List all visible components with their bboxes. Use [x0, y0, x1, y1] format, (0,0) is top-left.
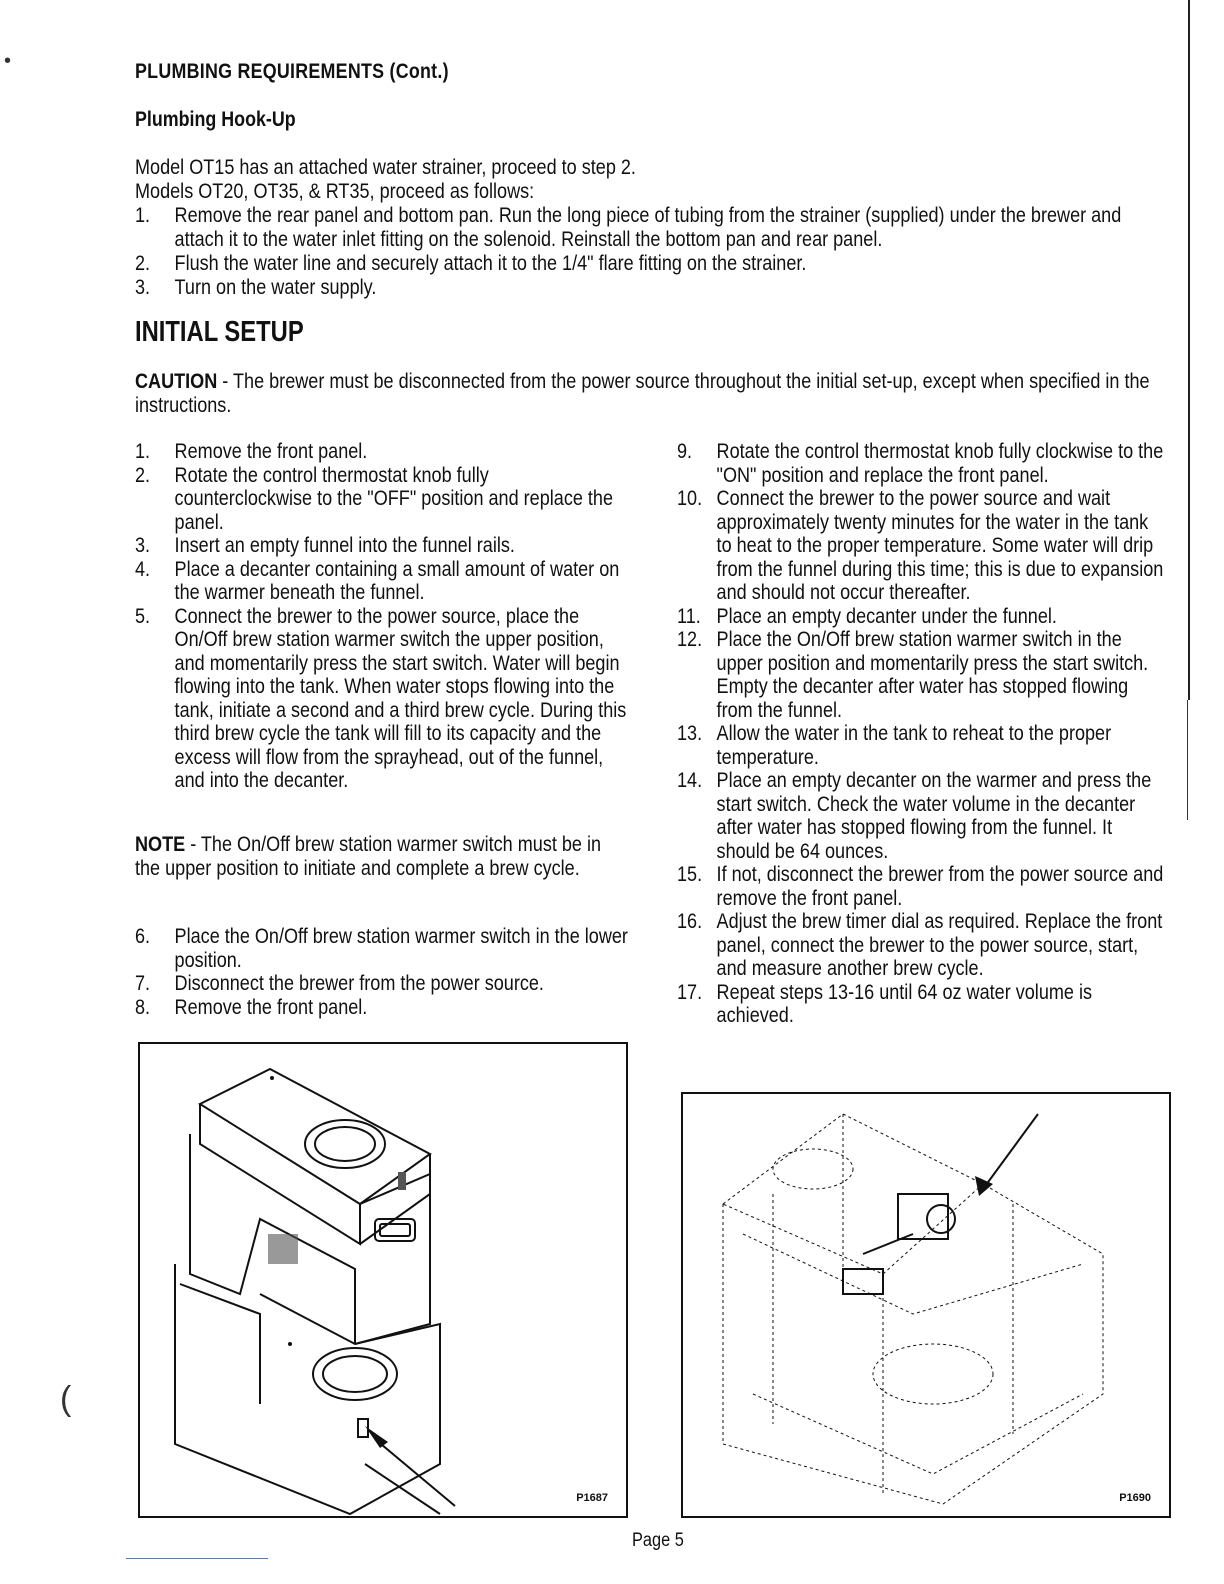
hookup-intro-1: Model OT15 has an attached water strainer, proceed to step 2.	[135, 156, 636, 179]
step-number: 10.	[677, 487, 703, 510]
step-item	[677, 910, 1167, 981]
initial-setup-title: INITIAL SETUP	[135, 316, 304, 348]
step-number: 6.	[135, 925, 151, 948]
step-text: Connect the brewer to the power source, place the On/Off brew station warmer switch the upper position, and momentarily press the start switch. Water will begin flowing into the tank. When water stops flowing into the tank, initiate a second and a third brew cycle. During this third brew cycle the tank will fill to its capacity and the excess will flow from the sprayhead, out of the funnel, and into the decanter.	[174, 604, 627, 792]
step-item	[677, 863, 1167, 910]
section-subtitle: Plumbing Hook-Up	[135, 108, 296, 131]
step-text: Allow the water in the tank to reheat to the proper temperature.	[716, 722, 1112, 769]
figure-brewer-front	[138, 1042, 628, 1518]
step-text: Place an empty decanter on the warmer and press the start switch. Check the water volume in the decanter after water has stopped flowing from the funnel. It should be 64 ounces.	[716, 769, 1152, 863]
step-item	[677, 769, 1167, 863]
step-number: 7.	[135, 972, 151, 995]
step-item	[135, 440, 629, 464]
step-text: Place an empty decanter under the funnel.	[716, 604, 1057, 628]
brewer-internal-illustration	[683, 1094, 1169, 1516]
setup-steps-right	[677, 440, 1167, 1028]
step-item	[135, 464, 629, 535]
step-number: 9.	[677, 440, 693, 463]
step-item	[135, 558, 629, 605]
setup-steps-left	[135, 440, 629, 793]
step-number: 1.	[135, 440, 151, 463]
step-number: 2.	[135, 252, 151, 275]
step-text: Insert an empty funnel into the funnel rails.	[174, 534, 515, 557]
brewer-illustration	[140, 1044, 626, 1516]
step-item	[677, 440, 1167, 487]
figure-label-right: P1690	[1119, 1492, 1151, 1504]
step-number: 1.	[135, 204, 151, 227]
step-item	[135, 534, 629, 558]
scan-mark: •	[4, 50, 12, 72]
caution-label: CAUTION	[135, 370, 218, 393]
hookup-steps	[135, 204, 1158, 300]
setup-steps-left-2	[135, 925, 629, 1019]
page-number: Page 5	[632, 1530, 684, 1551]
step-text: Connect the brewer to the power source and wait approximately twenty minutes for the water in the tank to heat to the proper temperature. Some water will drip from the funnel during this time; this is due to expansion and should not occur thereafter.	[716, 487, 1164, 604]
step-number: 2.	[135, 463, 151, 487]
step-item	[677, 722, 1167, 769]
step-number: 8.	[135, 995, 151, 1019]
footer-underline	[126, 1558, 268, 1559]
step-item	[677, 981, 1167, 1028]
step-item	[135, 252, 1158, 276]
step-text: Place the On/Off brew station warmer switch in the lower position.	[174, 925, 628, 972]
note-label: NOTE	[135, 833, 186, 856]
step-text: Turn on the water supply.	[174, 276, 377, 299]
note-text: - The On/Off brew station warmer switch must be in the upper position to initiate and complete a brew cycle.	[135, 833, 602, 880]
page-edge-line	[1188, 0, 1190, 700]
step-item	[677, 487, 1167, 605]
section-title: PLUMBING REQUIREMENTS (Cont.)	[135, 60, 449, 83]
step-text: If not, disconnect the brewer from the power source and remove the front panel.	[716, 863, 1164, 910]
caution-paragraph	[135, 370, 1158, 418]
step-number: 13.	[677, 722, 703, 745]
step-text: Rotate the control thermostat knob fully clockwise to the "ON" position and replace the front panel.	[716, 440, 1164, 487]
step-number: 4.	[135, 557, 151, 581]
step-number: 5.	[135, 604, 151, 628]
step-number: 14.	[677, 769, 703, 792]
caution-text: - The brewer must be disconnected from the power source throughout the initial set-up, except when specified in the instructions.	[135, 370, 1150, 417]
step-item	[135, 972, 629, 996]
step-text: Repeat steps 13-16 until 64 oz water volume is achieved.	[716, 980, 1093, 1027]
step-number: 3.	[135, 534, 151, 557]
step-text: Remove the rear panel and bottom pan. Run the long piece of tubing from the strainer (supplied) under the brewer and attach it to the water inlet fitting on the solenoid. Reinstall the bottom pan and rear panel.	[174, 204, 1122, 251]
step-text: Place a decanter containing a small amount of water on the warmer beneath the funnel.	[174, 557, 620, 604]
step-item	[135, 204, 1158, 252]
step-text: Remove the front panel.	[174, 995, 368, 1019]
step-item	[135, 276, 1158, 300]
step-text: Disconnect the brewer from the power source.	[174, 972, 544, 995]
scan-mark-paren: (	[60, 1380, 72, 1418]
step-number: 11.	[677, 604, 701, 628]
step-text: Rotate the control thermostat knob fully counterclockwise to the "OFF" position and replace the panel.	[174, 463, 614, 534]
step-item	[677, 605, 1167, 629]
step-item	[677, 628, 1167, 722]
step-text: Adjust the brew timer dial as required. Replace the front panel, connect the brewer to the power source, start, and measure another brew cycle.	[716, 910, 1163, 980]
step-number: 15.	[677, 863, 703, 886]
page-edge-line-lower	[1187, 700, 1188, 820]
step-number: 16.	[677, 910, 703, 933]
step-text: Remove the front panel.	[174, 440, 368, 463]
figure-label-left: P1687	[576, 1492, 608, 1504]
step-item	[135, 605, 629, 793]
step-item	[135, 996, 629, 1020]
step-item	[135, 925, 629, 972]
figure-brewer-internal	[681, 1092, 1171, 1518]
step-number: 3.	[135, 276, 151, 299]
note-paragraph	[135, 833, 629, 880]
hookup-intro-2: Models OT20, OT35, & RT35, proceed as follows:	[135, 180, 535, 203]
step-number: 17.	[677, 980, 703, 1004]
step-text: Flush the water line and securely attach it to the 1/4" flare fitting on the strainer.	[174, 252, 807, 275]
step-text: Place the On/Off brew station warmer switch in the upper position and momentarily press the start switch. Empty the decanter after water has stopped flowing from the funnel.	[716, 628, 1149, 722]
step-number: 12.	[677, 628, 703, 651]
